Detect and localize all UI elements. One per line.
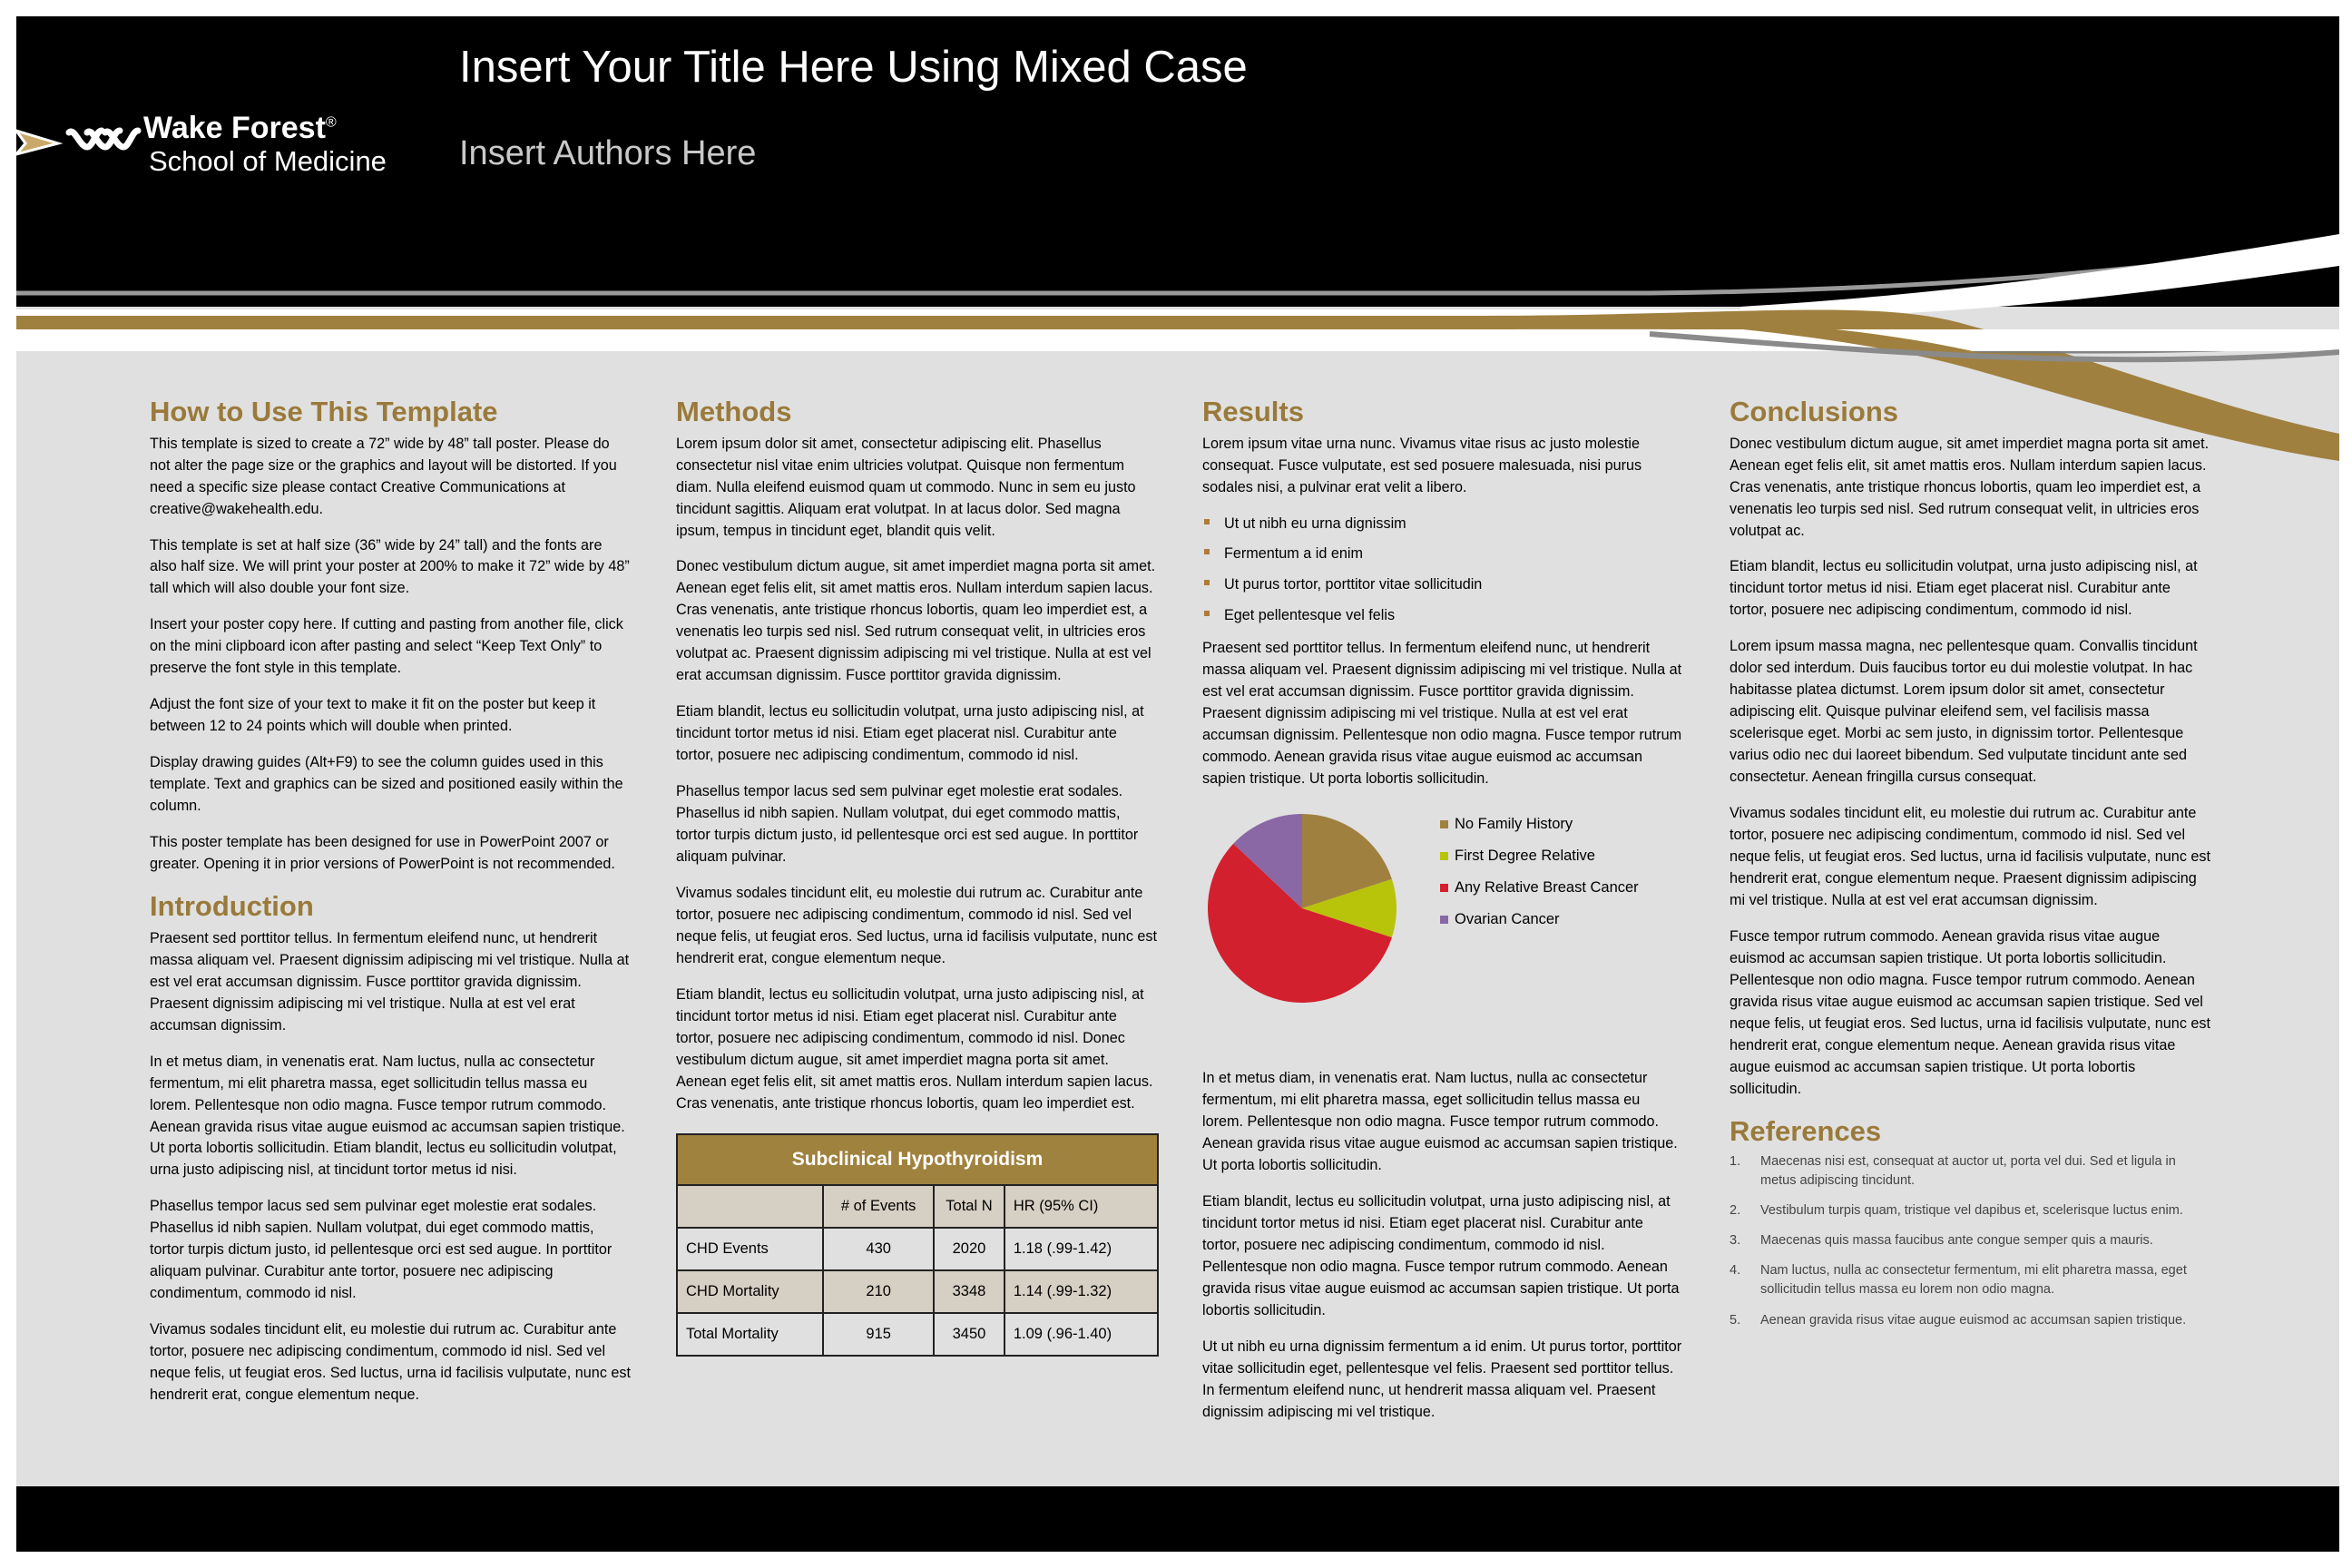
column-intro	[150, 396, 631, 1421]
paragraph: Donec vestibulum dictum augue, sit amet imperdiet magna porta sit amet. Aenean eget felis elit, sit amet mattis eros. Nullam interdum sapien lacus. Cras venenatis, ante tristique rhoncus lobortis, quam leo imperdiet est, a venenatis leo turpis sed nisl. Sed rutrum consequat velit, in ultricies eros volutpat ac. Praesent dignissim adipiscing mi vel tristique. Nulla at est vel erat accumsan dignissim. Fusce porttitor gravida dignissim.	[676, 558, 1156, 684]
list-item	[1202, 605, 1683, 626]
paragraph: Fusce tempor rutrum commodo. Aenean gravida risus vitae augue euismod ac accumsan sapien tristique. Ut porta lobortis sollicitudin. Pellentesque non odio magna. Fusce tempor rutrum commodo. Aenean gravida risus vitae augue euismod ac accumsan sapien tristique. Sed vel neque felis, ut feugiat eros. Sed luctus, urna id facilisis vulputate, nunc est hendrerit erat, congue elementum neque. Aenean gravida risus vitae augue euismod ac accumsan sapien tristique. Ut porta lobortis sollicitudin.	[1730, 928, 2210, 1097]
column-methods	[676, 396, 1157, 1357]
table-cell: 430	[823, 1228, 934, 1270]
pie-chart	[1202, 805, 1683, 1050]
paragraph: This template is set at half size (36” wide by 24” tall) and the fonts are also half size. We will print your poster at 200% to make it 72” wide by 48” tall which will also double your font size.	[150, 536, 630, 597]
reference-list	[1730, 1152, 2210, 1329]
paragraph: Adjust the font size of your text to make it fit on the poster but keep it between 12 to 24 points which will double when printed.	[150, 696, 596, 735]
legend-label: Any Relative Breast Cancer	[1455, 879, 1639, 897]
list-item-text: Ut ut nibh eu urna dignissim	[1224, 514, 1406, 532]
table-header-cell	[677, 1185, 823, 1228]
paragraph: Vivamus sodales tincidunt elit, eu molestie dui rutrum ac. Curabitur ante tortor, posuere nec adipiscing condimentum, commodo id nisl. Sed vel neque felis, ut feugiat eros. Sed luctus, urna id facilisis vulputate, nunc est hendrerit erat, congue elementum neque.	[676, 885, 1157, 966]
paragraph: In et metus diam, in venenatis erat. Nam luctus, nulla ac consectetur fermentum, mi elit pharetra massa, eget sollicitudin tellus massa eu lorem. Pellentesque non odio magna. Fusce tempor rutrum commodo. Aenean gravida risus vitae augue euismod ac accumsan sapien tristique. Ut porta lobortis sollicitudin. Etiam blandit, lectus eu sollicitudin volutpat, urna justo adipiscing nisl, at tincidunt tortor metus id nisi.	[150, 1053, 625, 1179]
logo-wordmark	[143, 111, 337, 146]
bullet-list	[1202, 514, 1683, 626]
paragraph: In et metus diam, in venenatis erat. Nam luctus, nulla ac consectetur fermentum, mi elit pharetra massa, eget sollicitudin tellus massa eu lorem. Pellentesque non odio magna. Fusce tempor rutrum commodo. Aenean gravida risus vitae augue euismod ac accumsan sapien tristique. Ut porta lobortis sollicitudin.	[1202, 1070, 1678, 1173]
table-row	[677, 1228, 1158, 1270]
poster-authors: Insert Authors Here	[459, 134, 757, 172]
legend-swatch	[1440, 916, 1448, 924]
reference-number: 4.	[1730, 1263, 1741, 1279]
list-item	[1202, 514, 1683, 534]
table-cell: 3450	[934, 1313, 1004, 1356]
reference-item	[1730, 1201, 2210, 1220]
paragraph: Display drawing guides (Alt+F9) to see the column guides used in this template. Text and graphics can be sized and positioned easily within the column.	[150, 754, 623, 815]
paragraph: Etiam blandit, lectus eu sollicitudin volutpat, urna justo adipiscing nisl, at tincidunt tortor metus id nisi. Etiam eget placerat nisl. Curabitur ante tortor, posuere nec adipiscing condimentum, commodo id nisl.	[676, 703, 1144, 764]
poster	[16, 16, 2339, 1552]
paragraph: Lorem ipsum vitae urna nunc. Vivamus vitae risus ac justo molestie consequat. Fusce vulputate, est sed posuere malesuada, nisi purus sodales nisi, a pulvinar erat velit a libero.	[1202, 435, 1642, 495]
heading-results: Results	[1202, 396, 1304, 427]
legend-swatch	[1440, 820, 1448, 828]
heading-how-to-use: How to Use This Template	[150, 396, 498, 427]
paragraph: This template is sized to create a 72” wide by 48” tall poster. Please do not alter the page size or the graphics and layout will be distorted. If you need a specific size please contact Creative Communications at creative@wakehealth.edu.	[150, 435, 617, 517]
legend-item	[1440, 848, 1639, 879]
legend-item	[1440, 879, 1639, 911]
bullet-icon	[1204, 549, 1210, 554]
poster-footer	[16, 1486, 2339, 1552]
paragraph: Vivamus sodales tincidunt elit, eu molestie dui rutrum ac. Curabitur ante tortor, posuere nec adipiscing condimentum, commodo id nisl. Sed vel neque felis, ut feugiat eros. Sed luctus, urna id facilisis vulputate, nunc est hendrerit erat, congue elementum neque.	[150, 1321, 631, 1404]
table-cell: 3348	[934, 1270, 1004, 1313]
table-cell: 915	[823, 1313, 934, 1356]
table-cell: 210	[823, 1270, 934, 1313]
legend-item	[1440, 816, 1639, 848]
reference-number: 5.	[1730, 1312, 1741, 1328]
paragraph: Etiam blandit, lectus eu sollicitudin volutpat, urna justo adipiscing nisl, at tincidunt tortor metus id nisi. Etiam eget placerat nisl. Curabitur ante tortor, posuere nec adipiscing condimentum, commodo id nisl. Donec vestibulum dictum augue, sit amet imperdiet magna porta sit amet. Aenean eget felis elit, sit amet mattis eros. Nullam interdum sapien lacus. Cras venenatis, ante tristique rhoncus lobortis, quam leo imperdiet est.	[676, 985, 1153, 1112]
logo-school-of-medicine: School of Medicine	[149, 145, 387, 177]
poster-title: Insert Your Title Here Using Mixed Case	[459, 43, 1248, 92]
heading-conclusions: Conclusions	[1730, 396, 1899, 427]
list-item-text: Eget pellentesque vel felis	[1224, 606, 1396, 623]
paragraph: Vivamus sodales tincidunt elit, eu molestie dui rutrum ac. Curabitur ante tortor, posuere nec adipiscing condimentum, commodo id nisl. Sed vel neque felis, ut feugiat eros. Sed luctus, urna id facilisis vulputate, nunc est hendrerit erat, congue elementum neque. Praesent dignissim adipiscing mi vel tristique. Nulla at est vel erat accumsan dignissim.	[1730, 805, 2210, 909]
paragraph: Insert your poster copy here. If cutting and pasting from another file, click on the mini clipboard icon after pasting and select “Keep Text Only” to preserve the font style in this template.	[150, 616, 623, 677]
list-item	[1202, 574, 1683, 595]
paragraph: Ut ut nibh eu urna dignissim fermentum a id enim. Ut purus tortor, porttitor vitae sollicitudin eget, pellentesque vel felis. Praesent sed porttitor tellus. In fermentum eleifend nunc, ut hendrerit massa aliquam vel. Praesent dignissim adipiscing mi vel tristique.	[1202, 1338, 1682, 1420]
pie-chart-svg	[1202, 808, 1402, 1008]
table-row	[677, 1313, 1158, 1356]
heading-introduction: Introduction	[150, 890, 314, 923]
logo	[16, 107, 143, 175]
paragraph: This poster template has been designed for use in PowerPoint 2007 or greater. Opening it in prior versions of PowerPoint is not recommended.	[150, 834, 615, 873]
reference-item	[1730, 1311, 2210, 1330]
reference-text: Maecenas quis massa faucibus ante congue semper quis a mauris.	[1760, 1233, 2153, 1249]
wake-forest-logo-mark	[16, 107, 143, 171]
legend-item	[1440, 911, 1639, 943]
legend-swatch	[1440, 884, 1448, 892]
paragraph: Donec vestibulum dictum augue, sit amet imperdiet magna porta sit amet. Aenean eget felis elit, sit amet mattis eros. Nullam interdum sapien lacus. Cras venenatis, ante tristique rhoncus lobortis, quam leo imperdiet est, a venenatis leo turpis sed nisl. Sed rutrum consequat velit, in ultricies eros volutpat ac.	[1730, 435, 2210, 539]
paragraph: Lorem ipsum dolor sit amet, consectetur adipiscing elit. Phasellus consectetur nisl vitae enim ultricies volutpat. Quisque non fermentum diam. Nulla eleifend euismod quam ut commodo. Nunc in sem eu justo tincidunt sagittis. Aliquam erat volutpat. In at lacus dolor. Sed magna ipsum, tempus in tincidunt eget, blandit quis velit.	[676, 435, 1136, 539]
table-header-cell: Total N	[934, 1185, 1004, 1228]
logo-registered-mark: ®	[325, 114, 337, 131]
heading-references: References	[1730, 1114, 1882, 1147]
list-item-text: Ut purus tortor, porttitor vitae sollicitudin	[1224, 575, 1483, 593]
legend-swatch	[1440, 852, 1448, 860]
bullet-icon	[1204, 519, 1210, 524]
table-caption: Subclinical Hypothyroidism	[677, 1134, 1158, 1185]
reference-item	[1730, 1231, 2210, 1250]
column-conclusions	[1730, 396, 2210, 1343]
paragraph: Praesent sed porttitor tellus. In fermentum eleifend nunc, ut hendrerit massa aliquam vel. Praesent dignissim adipiscing mi vel tristique. Nulla at est vel erat accumsan dignissim. Fusce porttitor gravida dignissim. Praesent dignissim adipiscing mi vel tristique. Nulla at est vel erat accumsan dignissim. Pellentesque non odio magna. Fusce tempor rutrum commodo. Aenean gravida risus vitae augue euismod ac accumsan sapien tristique. Ut porta lobortis sollicitudin.	[1202, 640, 1682, 788]
column-results	[1202, 396, 1683, 1438]
bullet-icon	[1204, 611, 1210, 616]
reference-text: Aenean gravida risus vitae augue euismod ac accumsan sapien tristique.	[1760, 1312, 2187, 1328]
table-cell: 1.18 (.99-1.42)	[1004, 1228, 1158, 1270]
reference-item	[1730, 1152, 2210, 1191]
table-cell: 1.09 (.96-1.40)	[1004, 1313, 1158, 1356]
paragraph: Phasellus tempor lacus sed sem pulvinar eget molestie erat sodales. Phasellus id nibh sapien. Nullam volutpat, dui eget commodo mattis, tortor turpis dictum justo, id pellentesque orci est sed augue. In porttitor aliquam pulvinar.	[676, 783, 1139, 866]
paragraph: Lorem ipsum massa magna, nec pellentesque quam. Convallis tincidunt dolor sed interdum. Duis faucibus tortor eu dui molestie volutpat. In hac habitasse platea dictumst. Lorem ipsum dolor sit amet, consectetur adipiscing elit. Quisque pulvinar eleifend sem, vel facilisis massa scelerisque eget. Morbi ac sem justo, in dignissim tortor. Pellentesque varius odio nec dui laoreet bibendum. Sed vulputate tincidunt ante sed consectetur. Aenean fringilla cursus consequat.	[1730, 638, 2198, 786]
table-cell: CHD Mortality	[677, 1270, 823, 1313]
bullet-icon	[1204, 580, 1210, 585]
list-item	[1202, 544, 1683, 564]
table-header-row	[677, 1185, 1158, 1228]
reference-item	[1730, 1261, 2210, 1299]
reference-text: Maecenas nisi est, consequat at auctor ut, porta vel dui. Sed et ligula in metus adipiscing tincidunt.	[1760, 1154, 2176, 1189]
paragraph: Etiam blandit, lectus eu sollicitudin volutpat, urna justo adipiscing nisl, at tincidunt tortor metus id nisi. Etiam eget placerat nisl. Curabitur ante tortor, posuere nec adipiscing condimentum, commodo id nisl. Pellentesque non odio magna. Fusce tempor rutrum commodo. Aenean gravida risus vitae augue euismod ac accumsan sapien tristique. Ut porta lobortis sollicitudin.	[1202, 1192, 1680, 1318]
table-header-cell: HR (95% CI)	[1004, 1185, 1158, 1228]
reference-text: Vestibulum turpis quam, tristique vel dapibus et, scelerisque luctus enim.	[1760, 1203, 2183, 1219]
reference-text: Nam luctus, nulla ac consectetur fermentum, mi elit pharetra massa, eget sollicitudin tellus massa eu lorem non odio magna.	[1760, 1263, 2187, 1298]
reference-number: 2.	[1730, 1203, 1741, 1219]
paragraph: Etiam blandit, lectus eu sollicitudin volutpat, urna justo adipiscing nisl, at tincidunt tortor metus id nisi. Etiam eget placerat nisl. Curabitur ante tortor, posuere nec adipiscing condimentum, commodo id nisl.	[1730, 558, 2198, 619]
table-row	[677, 1270, 1158, 1313]
paragraph: Phasellus tempor lacus sed sem pulvinar eget molestie erat sodales. Phasellus id nibh sapien. Nullam volutpat, dui eget commodo mattis, tortor turpis dictum justo, id pellentesque orci est sed augue. In porttitor aliquam pulvinar. Curabitur ante tortor, posuere nec adipiscing condimentum, commodo id nisl.	[150, 1198, 612, 1302]
table-cell: 2020	[934, 1228, 1004, 1270]
heading-methods: Methods	[676, 396, 792, 427]
table-cell: Total Mortality	[677, 1313, 823, 1356]
reference-number: 3.	[1730, 1233, 1741, 1249]
results-table	[676, 1133, 1159, 1357]
legend-label: No Family History	[1455, 816, 1573, 833]
table-cell: 1.14 (.99-1.32)	[1004, 1270, 1158, 1313]
paragraph: Praesent sed porttitor tellus. In fermentum eleifend nunc, ut hendrerit massa aliquam vel. Praesent dignissim adipiscing mi vel tristique. Nulla at est vel erat accumsan dignissim. Fusce porttitor gravida dignissim. Praesent dignissim adipiscing mi vel tristique. Nulla at est vel erat accumsan dignissim.	[150, 929, 630, 1034]
logo-wake-forest: Wake Forest	[143, 111, 326, 145]
table-header-cell: # of Events	[823, 1185, 934, 1228]
legend-label: Ovarian Cancer	[1455, 911, 1560, 928]
table-cell: CHD Events	[677, 1228, 823, 1270]
list-item-text: Fermentum a id enim	[1224, 545, 1363, 563]
legend-label: First Degree Relative	[1455, 848, 1595, 865]
reference-number: 1.	[1730, 1154, 1741, 1170]
pie-legend	[1440, 816, 1639, 943]
